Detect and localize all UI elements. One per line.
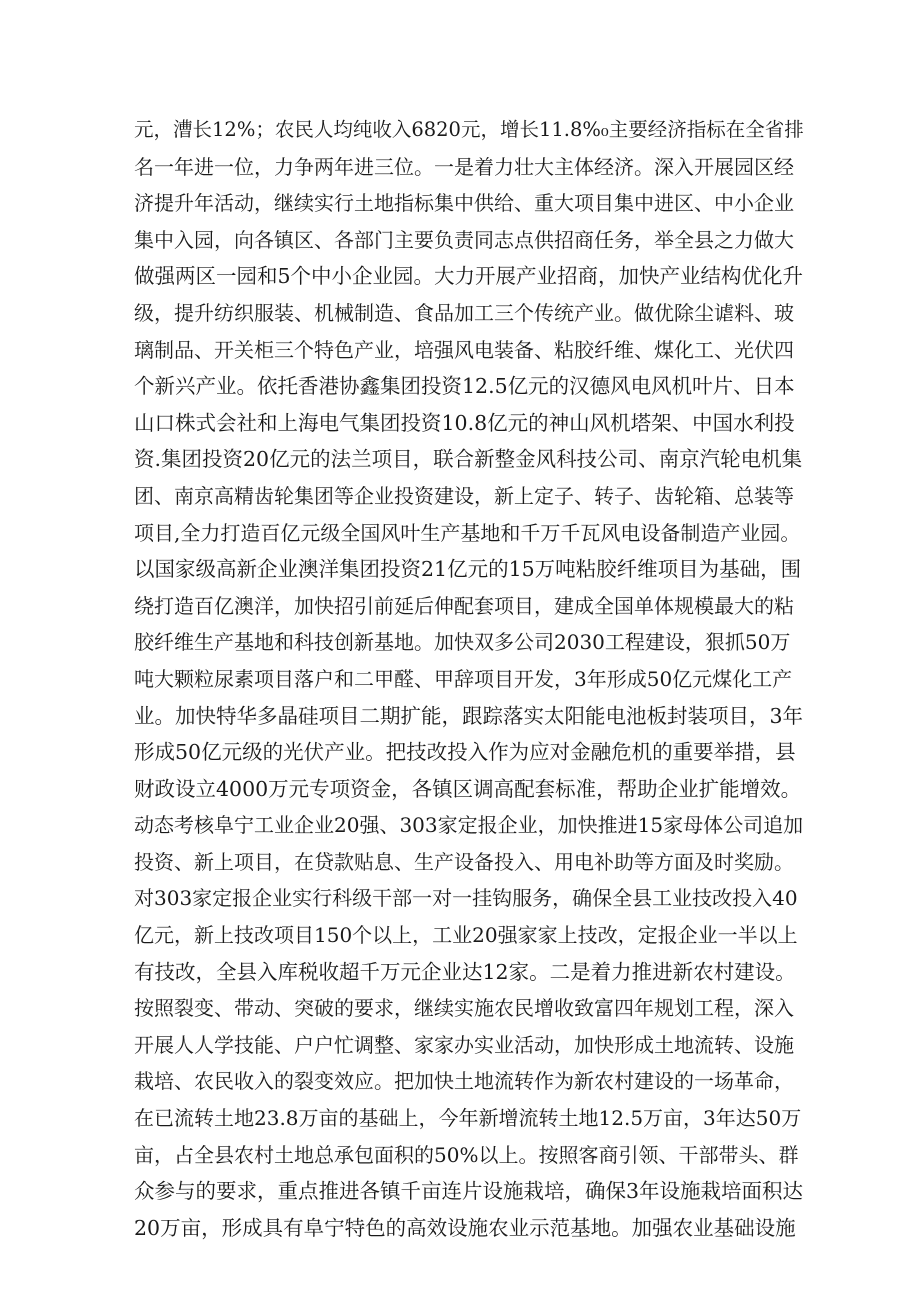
text-line: 栽培、农民收入的裂变效应。把加快土地流转作为新农村建设的一场革命， <box>134 1069 794 1094</box>
text-line: 绕打造百亿澳洋，加快招引前延后伸配套项目，建成全国单体规模最大的粘 <box>134 593 794 618</box>
text-line: 山口株式会社和上海电气集团投资10.8亿元的神山风机塔架、中国水利投 <box>134 410 795 435</box>
text-line: 亩，占全县农村土地总承包面积的50%以上。按照客商引领、干部带头、群 <box>134 1142 799 1167</box>
text-line: 20万亩，形成具有阜宁特色的高效设施农业示范基地。加强农业基础设施 <box>134 1215 796 1240</box>
text-line: 业。加快特华多晶硅项目二期扩能，跟踪落实太阳能电池板封装项目，3年 <box>134 703 804 728</box>
text-line: 济提升年活动，继续实行土地指标集中供给、重大项目集中进区、中小企业 <box>134 191 794 216</box>
text-line: 众参与的要求，重点推进各镇千亩连片设施栽培，确保3年设施栽培面积达 <box>134 1179 804 1204</box>
text-line: 璃制品、开关柜三个特色产业，培强风电装备、粘胶纤维、煤化工、光伏四 <box>134 337 794 362</box>
text-line: 级，提升纺织服装、机械制造、食品加工三个传统产业。做优除尘谑料、玻 <box>134 300 794 325</box>
text-line: 亿元，新上技改项目150个以上，工业20强家家上技改，定报企业一半以上 <box>134 923 798 948</box>
text-line: 财政设立4000万元专项资金，各镇区调高配套标准，帮助企业扩能增效。 <box>134 776 802 801</box>
text-line: 以国家级高新企业澳洋集团投资21亿元的15万吨粘胶纤维项目为基础，围 <box>134 557 802 582</box>
text-line: 形成50亿元级的光伏产业。把技改投入作为应对金融危机的重要举措，县 <box>134 740 796 765</box>
text-line: 集中入园，向各镇区、各部门主要负责同志点供招商任务，举全县之力做大 <box>134 227 794 252</box>
text-line: 做强两区一园和5个中小企业园。大力开展产业招商，加快产业结构优化升 <box>134 264 804 289</box>
text-line: 有技改，全县入库税收超千万元企业达12家。二是着力推进新农村建设。 <box>134 959 796 984</box>
text-line: 对303家定报企业实行科级干部一对一挂钩服务，确保全县工业技改投入40 <box>134 886 798 911</box>
text-line: 资.集团投资20亿元的法兰项目，联合新整金风科技公司、南京汽轮电机集 <box>134 447 803 472</box>
text-line: 项目,全力打造百亿元级全国风叶生产基地和千万千瓦风电设备制造产业园。 <box>134 520 801 545</box>
body-text <box>134 112 804 1246</box>
text-line: 动态考核阜宁工业企业20强、303家定报企业，加快推进15家母体公司追加 <box>134 813 804 838</box>
text-line: 在已流转土地23.8万亩的基础上，今年新增流转土地12.5万亩，3年达50万 <box>134 1106 802 1131</box>
text-line: 名一年进一位，力争两年进三位。一是着力壮大主体经济。深入开展园区经 <box>134 154 794 179</box>
text-line: 吨大颗粒尿素项目落户和二甲醛、甲辞项目开发，3年形成50亿元煤化工产 <box>134 666 793 691</box>
text-line: 个新兴产业。依托香港协鑫集团投资12.5亿元的汉德风电风机叶片、日本 <box>134 374 795 399</box>
text-line: 元，漕长12%；农民人均纯收入6820元，增长11.8%₀主要经济指标在全省排 <box>134 118 804 141</box>
text-line: 胶纤维生产基地和科技创新基地。加快双多公司2030工程建设，狠抓50万 <box>134 630 791 655</box>
text-line: 投资、新上项目，在贷款贴息、生产设备投入、用电补助等方面及时奖励。 <box>134 849 794 874</box>
text-line: 按照裂变、带动、突破的要求，继续实施农民增收致富四年规划工程，深入 <box>134 996 794 1021</box>
text-line: 开展人人学技能、户户忙调整、家家办实业活动，加快形成土地流转、设施 <box>134 1032 794 1057</box>
text-line: 团、南京高精齿轮集团等企业投资建设，新上定子、转子、齿轮箱、总装等 <box>134 483 794 508</box>
